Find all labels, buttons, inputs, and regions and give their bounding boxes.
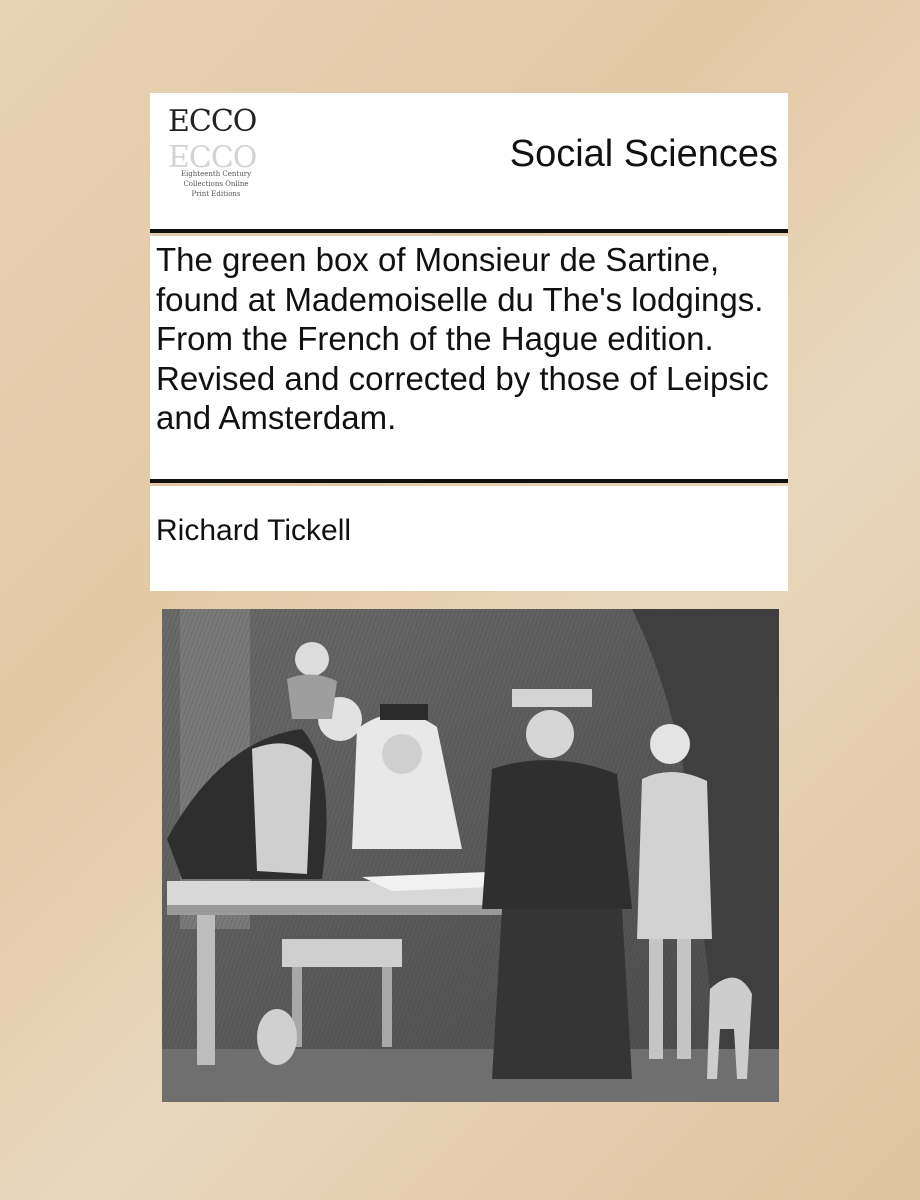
book-author: Richard Tickell <box>156 514 352 547</box>
logo-mark-reflection: ECCO <box>168 137 257 172</box>
title-panel <box>150 236 788 480</box>
logo-line-1: Eighteenth Century <box>180 170 252 178</box>
author-panel <box>150 486 788 591</box>
series-label: Social Sciences <box>509 133 778 175</box>
logo-line-2: Collections Online <box>183 180 249 188</box>
book-title: The green box of Monsieur de Sartine, found at Mademoiselle du The's lodgings. From the French of the Hague edition. Revised and corrected by those of Leipsic and Amsterdam. <box>156 241 769 436</box>
logo-line-3: Print Editions <box>191 190 241 198</box>
logo-mark: ECCO <box>168 104 257 139</box>
header-panel <box>150 93 788 230</box>
divider-rule <box>150 479 788 483</box>
divider-rule <box>150 229 788 233</box>
ecco-logo <box>168 104 264 217</box>
engraving-illustration <box>162 609 779 1102</box>
engraving-image <box>162 609 779 1102</box>
